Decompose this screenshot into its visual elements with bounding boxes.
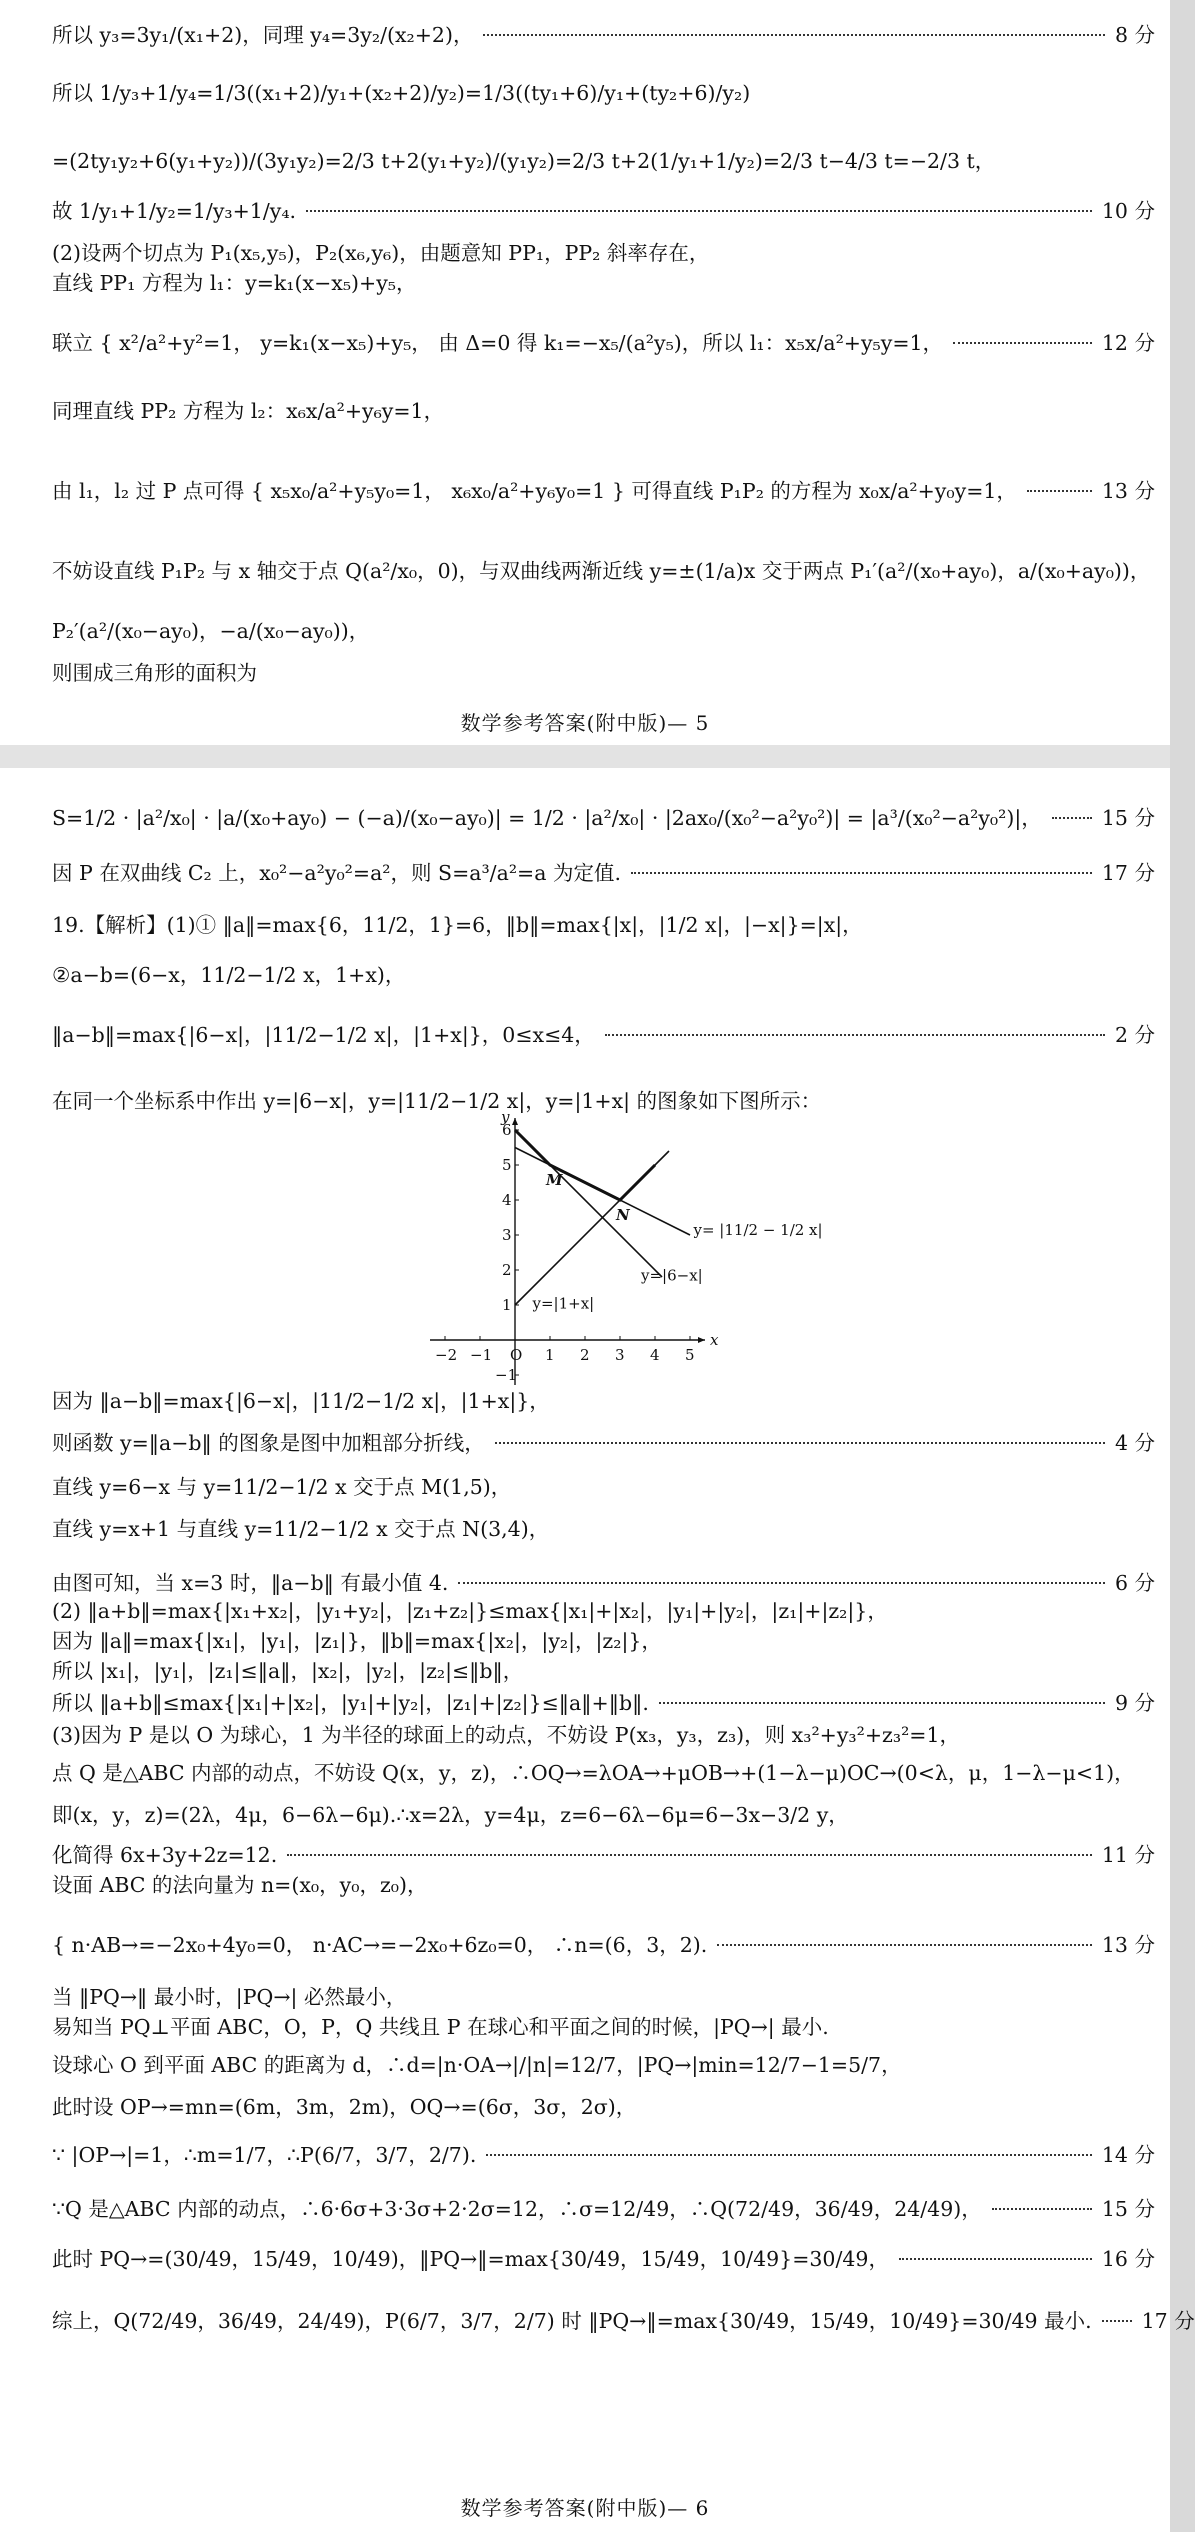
p5-line <box>52 198 1155 224</box>
p6b-line-text: 设球心 O 到平面 ABC 的距离为 d，∴d=|n·OA→|/|n|=12/7，|PQ→|min=12/7−1=5/7， <box>52 2053 902 2077</box>
x-tick-label: 3 <box>615 1346 625 1364</box>
dot-leader <box>458 1582 1105 1584</box>
p5-line-text: 由 l₁，l₂ 过 P 点可得 { x₅x₀/a²+y₅y₀=1， x₆x₀/a²+y₆y₀=1 } 可得直线 P₁P₂ 的方程为 x₀x/a²+y₀y=1， <box>52 479 1017 503</box>
p5-line <box>52 80 1155 106</box>
dot-leader <box>659 1702 1105 1704</box>
p5-line <box>52 22 1155 48</box>
p6b-line <box>52 1984 1155 2010</box>
dot-leader <box>287 1854 1092 1856</box>
p5-line-text: 所以 1/y₃+1/y₄=1/3((x₁+2)/y₁+(x₂+2)/y₂)=1/3((ty₁+6)/y₁+(ty₂+6)/y₂) <box>52 81 751 105</box>
p6b-line <box>52 1474 1155 1500</box>
x-tick-label: 4 <box>650 1346 660 1364</box>
function-graph <box>425 1108 823 1384</box>
p6b-line-text: 直线 y=x+1 与直线 y=11/2−1/2 x 交于点 N(3,4)， <box>52 1517 550 1541</box>
y-tick-label: 3 <box>502 1226 512 1244</box>
p6b-line <box>52 2052 1155 2078</box>
x-tick-label: 2 <box>580 1346 590 1364</box>
p5-line-text: 同理直线 PP₂ 方程为 l₂：x₆x/a²+y₆y=1， <box>52 399 445 423</box>
point-label-M: M <box>546 1171 563 1189</box>
score-label: 17 分 <box>1141 2309 1195 2333</box>
page-footer-6: 数学参考答案(附中版)— 6 <box>460 2496 710 2520</box>
p6a-line-text: ②a−b=(6−x，11/2−1/2 x，1+x)， <box>52 963 406 987</box>
dot-leader <box>1052 817 1092 819</box>
p5-line-text: 故 1/y₁+1/y₂=1/y₃+1/y₄. <box>52 199 297 223</box>
dot-leader <box>899 2258 1092 2260</box>
y-tick-label: 2 <box>502 1261 512 1279</box>
score-label: 15 分 <box>1101 2197 1155 2221</box>
dot-leader <box>486 2154 1092 2156</box>
p6b-line-text: 此时设 OP→=mn=(6m，3m，2m)，OQ→=(6σ，3σ，2σ)， <box>52 2095 637 2119</box>
p6a-line-text: 因 P 在双曲线 C₂ 上，x₀²−a²y₀²=a²，则 S=a³/a²=a 为定值. <box>52 861 621 885</box>
p6b-line <box>52 1430 1155 1456</box>
p5-line <box>52 618 1155 644</box>
p6a-line <box>52 1088 1155 1114</box>
dot-leader <box>483 34 1104 36</box>
score-label: 4 分 <box>1114 1431 1155 1455</box>
dot-leader <box>1027 490 1092 492</box>
p6a-line-text: S=1/2 · |a²/x₀| · |a/(x₀+ay₀) − (−a)/(x₀−ay₀)| = 1/2 · |a²/x₀| · |2ax₀/(x₀²−a²y₀²)| = |a³/(x₀²−a²y₀²)|， <box>52 806 1042 830</box>
series-label-half: y= |11/2 − 1/2 x| <box>693 1221 823 1239</box>
score-label: 11 分 <box>1101 1843 1155 1867</box>
p6b-line <box>52 1388 1155 1414</box>
x-tick-label: 1 <box>545 1346 555 1364</box>
x-tick-label: 5 <box>685 1346 695 1364</box>
dot-leader <box>605 1034 1105 1036</box>
p6b-line-text: 则函数 y=‖a−b‖ 的图象是图中加粗部分折线， <box>52 1431 485 1455</box>
y-tick-label: 6 <box>502 1121 512 1139</box>
score-label: 2 分 <box>1114 1023 1155 1047</box>
p6b-line <box>52 1842 1155 1868</box>
p5-line-text: (2)设两个切点为 P₁(x₅,y₅)，P₂(x₆,y₆)，由题意知 PP₁，PP₂ 斜率存在， <box>52 241 710 265</box>
p6a-line <box>52 1022 1155 1048</box>
p6b-line <box>52 1802 1155 1828</box>
score-label: 12 分 <box>1101 331 1155 355</box>
p5-line-text: 联立 { x²/a²+y²=1， y=k₁(x−x₅)+y₅， 由 Δ=0 得 k₁=−x₅/(a²y₅)，所以 l₁：x₅x/a²+y₅y=1， <box>52 331 944 355</box>
p6b-line-text: (2) ‖a+b‖=max{|x₁+x₂|，|y₁+y₂|，|z₁+z₂|}≤max{|x₁|+|x₂|，|y₁|+|y₂|，|z₁|+|z₂|}， <box>52 1599 888 1623</box>
p6b-line <box>52 1722 1155 1748</box>
x-tick-label: −2 <box>435 1346 458 1364</box>
p6a-line-text: 在同一个坐标系中作出 y=|6−x|，y=|11/2−1/2 x|，y=|1+x| 的图象如下图所示： <box>52 1089 822 1113</box>
point-label-N: N <box>616 1206 630 1224</box>
p6b-line-text: 即(x，y，z)=(2λ，4μ，6−6λ−6μ).∴x=2λ，y=4μ，z=6−6λ−6μ=6−3x−3/2 y， <box>52 1803 849 1827</box>
p6b-line-text: 因为 ‖a‖=max{|x₁|，|y₁|，|z₁|}，‖b‖=max{|x₂|，|y₂|，|z₂|}， <box>52 1629 662 1653</box>
p6b-line <box>52 2014 1155 2040</box>
score-label: 8 分 <box>1114 23 1155 47</box>
p5-line <box>52 330 1155 356</box>
score-label: 14 分 <box>1101 2143 1155 2167</box>
page-gap <box>0 745 1170 768</box>
y-axis-label: y <box>501 1108 510 1126</box>
dot-leader <box>717 1944 1092 1946</box>
p6a-line <box>52 805 1155 831</box>
p6b-line <box>52 2142 1155 2168</box>
y-tick-label: 5 <box>502 1156 512 1174</box>
p6b-line <box>52 1690 1155 1716</box>
score-label: 10 分 <box>1101 199 1155 223</box>
y-axis-arrow <box>512 1118 518 1125</box>
p5-line <box>52 240 1155 266</box>
score-label: 13 分 <box>1101 479 1155 503</box>
p6a-line-text: ‖a−b‖=max{|6−x|，|11/2−1/2 x|，|1+x|}，0≤x≤4， <box>52 1023 595 1047</box>
p5-line-text: 直线 PP₁ 方程为 l₁：y=k₁(x−x₅)+y₅， <box>52 271 417 295</box>
p5-line <box>52 478 1155 504</box>
p5-line <box>52 398 1155 424</box>
p6b-line <box>52 1932 1155 1958</box>
dot-leader <box>992 2208 1092 2210</box>
score-label: 16 分 <box>1101 2247 1155 2271</box>
p6a-line <box>52 860 1155 886</box>
p6b-line-text: 当 ‖PQ→‖ 最小时，|PQ→| 必然最小， <box>52 1985 407 2009</box>
p6b-line <box>52 2094 1155 2120</box>
p6b-line-text: (3)因为 P 是以 O 为球心，1 为半径的球面上的动点，不妨设 P(x₃，y₃，z₃)，则 x₃²+y₃²+z₃²=1， <box>52 1723 961 1747</box>
p6b-line-text: 化简得 6x+3y+2z=12. <box>52 1843 278 1867</box>
p6b-line-text: 此时 PQ→=(30/49，15/49，10/49)，‖PQ→‖=max{30/49，15/49，10/49}=30/49， <box>52 2247 889 2271</box>
p6a-line-text: 19.【解析】(1)① ‖a‖=max{6，11/2，1}=6，‖b‖=max{|x|，|1/2 x|，|−x|}=|x|， <box>52 913 863 937</box>
dot-leader <box>306 210 1092 212</box>
y-tick-label: 1 <box>502 1296 512 1314</box>
series-label-1plusx: y=|1+x| <box>532 1294 595 1313</box>
score-label: 17 分 <box>1101 861 1155 885</box>
p6b-line <box>52 1598 1155 1624</box>
x-axis-arrow <box>698 1337 705 1343</box>
p6b-line <box>52 1516 1155 1542</box>
function-graph-svg <box>425 1108 823 1384</box>
x-tick-label: −1 <box>470 1346 493 1364</box>
p5-line-text: 不妨设直线 P₁P₂ 与 x 轴交于点 Q(a²/x₀，0)，与双曲线两渐近线 y=±(1/a)x 交于两点 P₁′(a²/(x₀+ay₀)，a/(x₀+ay₀))， <box>52 559 1151 583</box>
dot-leader <box>1102 2320 1132 2322</box>
score-label: 13 分 <box>1101 1933 1155 1957</box>
score-label: 6 分 <box>1114 1571 1155 1595</box>
p6b-line <box>52 2308 1195 2334</box>
p6b-line <box>52 1570 1155 1596</box>
p5-line-text: =(2ty₁y₂+6(y₁+y₂))/(3y₁y₂)=2/3 t+2(y₁+y₂)/(y₁y₂)=2/3 t+2(1/y₁+1/y₂)=2/3 t−4/3 t=−2/3 t， <box>52 149 996 173</box>
y-tick-label: 4 <box>502 1191 512 1209</box>
p6b-line-text: ∵Q 是△ABC 内部的动点，∴6·6σ+3·3σ+2·2σ=12，∴σ=12/49，∴Q(72/49，36/49，24/49)， <box>52 2197 982 2221</box>
p5-line-text: 所以 y₃=3y₁/(x₁+2)，同理 y₄=3y₂/(x₂+2)， <box>52 23 474 47</box>
max-function-bold-path <box>515 1130 655 1200</box>
p5-line-text: P₂′(a²/(x₀−ay₀)，−a/(x₀−ay₀))， <box>52 619 370 643</box>
p6b-line-text: 直线 y=6−x 与 y=11/2−1/2 x 交于点 M(1,5)， <box>52 1475 512 1499</box>
dot-leader <box>953 342 1092 344</box>
series-label-6minusx: y=|6−x| <box>641 1266 703 1285</box>
p6b-line-text: 因为 ‖a−b‖=max{|6−x|，|11/2−1/2 x|，|1+x|}， <box>52 1389 550 1413</box>
score-label: 15 分 <box>1101 806 1155 830</box>
p6b-line-text: 易知当 PQ⊥平面 ABC，O，P，Q 共线且 P 在球心和平面之间的时候，|PQ→| 最小. <box>52 2015 829 2039</box>
y-tick-label: −1 <box>495 1366 518 1384</box>
p5-line-text: 则围成三角形的面积为 <box>52 661 257 685</box>
x-tick-label: O <box>510 1346 523 1364</box>
x-axis-label: x <box>710 1331 719 1349</box>
p6b-line-text: 所以 |x₁|，|y₁|，|z₁|≤‖a‖，|x₂|，|y₂|，|z₂|≤‖b‖， <box>52 1659 524 1683</box>
p6b-line <box>52 1658 1155 1684</box>
p6b-line-text: ∵ |OP→|=1，∴m=1/7，∴P(6/7，3/7，2/7). <box>52 2143 477 2167</box>
p6b-line-text: 由图可知，当 x=3 时，‖a−b‖ 有最小值 4. <box>52 1571 449 1595</box>
p6b-line <box>52 2246 1155 2272</box>
p6a-line <box>52 962 1155 988</box>
page-footer-5: 数学参考答案(附中版)— 5 <box>460 711 710 735</box>
p5-line <box>52 660 1155 686</box>
p5-line <box>52 558 1155 584</box>
p6b-line-text: 设面 ABC 的法向量为 n=(x₀，y₀，z₀)， <box>52 1873 428 1897</box>
p6b-line-text: 点 Q 是△ABC 内部的动点，不妨设 Q(x，y，z)，∴OQ→=λOA→+μOB→+(1−λ−μ)OC→(0<λ，μ，1−λ−μ<1)， <box>52 1761 1135 1785</box>
p6b-line-text: 所以 ‖a+b‖≤max{|x₁|+|x₂|，|y₁|+|y₂|，|z₁|+|z₂|}≤‖a‖+‖b‖. <box>52 1691 649 1715</box>
p6b-line <box>52 1760 1155 1786</box>
p6a-line <box>52 912 1155 938</box>
p6b-line <box>52 1628 1155 1654</box>
p5-line <box>52 270 1155 296</box>
p5-line <box>52 148 1155 174</box>
p6b-line <box>52 1872 1155 1898</box>
p6b-line-text: { n·AB→=−2x₀+4y₀=0， n·AC→=−2x₀+6z₀=0， ∴n=(6，3，2). <box>52 1933 708 1957</box>
score-label: 9 分 <box>1114 1691 1155 1715</box>
dot-leader <box>631 872 1092 874</box>
p6b-line <box>52 2196 1155 2222</box>
dot-leader <box>495 1442 1105 1444</box>
p6b-line-text: 综上，Q(72/49，36/49，24/49)，P(6/7，3/7，2/7) 时 ‖PQ→‖=max{30/49，15/49，10/49}=30/49 最小. <box>52 2309 1092 2333</box>
